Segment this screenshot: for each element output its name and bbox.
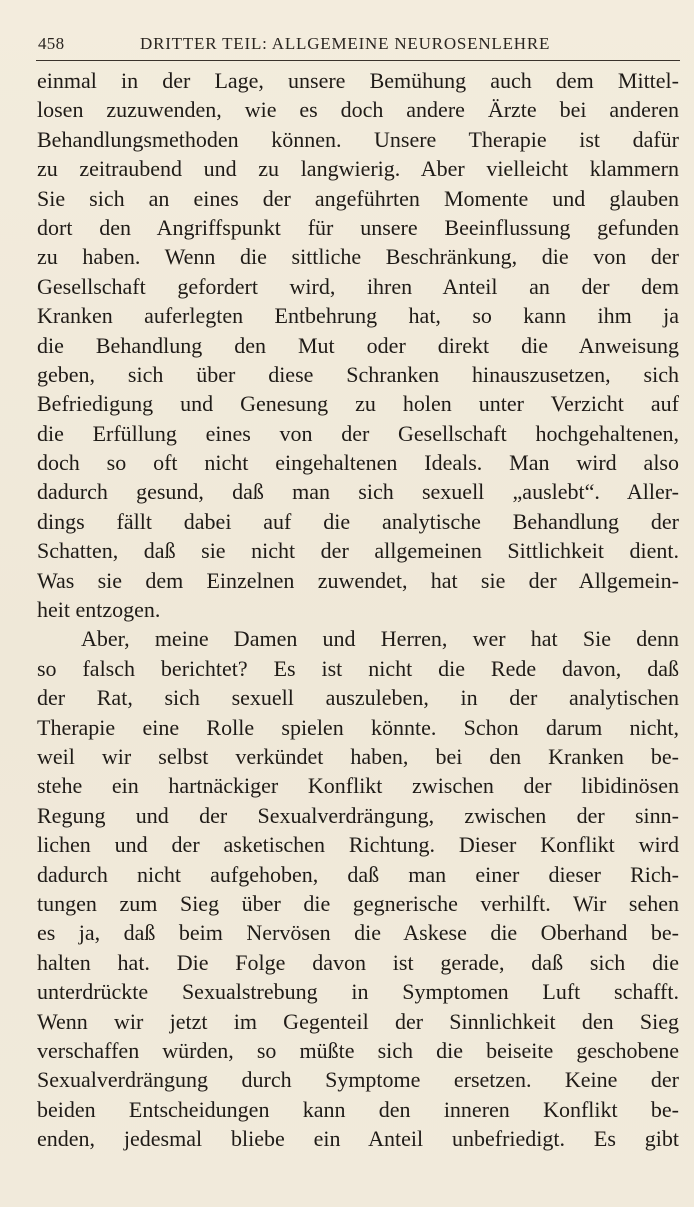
text-line: dings fällt dabei auf die analytische Behandlung der [37, 508, 679, 534]
text-line: die Erfüllung eines von der Gesellschaft hochgehaltenen, [37, 420, 679, 446]
text-line: enden, jedesmal bliebe ein Anteil unbefriedigt. Es gibt [37, 1126, 679, 1152]
text-line: lichen und der asketischen Richtung. Dieser Konflikt wird [37, 832, 679, 858]
text-line: losen zuzuwenden, wie es doch andere Ärzte bei anderen [37, 97, 679, 123]
text-line: so falsch berichtet? Es ist nicht die Rede davon, daß [37, 655, 679, 681]
text-line: unterdrückte Sexualstrebung in Symptomen Luft schafft. [37, 979, 679, 1005]
text-line: beiden Entscheidungen kann den inneren Konflikt be- [37, 1096, 679, 1122]
text-line: dort den Angriffspunkt für unsere Beeinflussung gefunden [37, 214, 679, 240]
text-line: Therapie eine Rolle spielen könnte. Schon darum nicht, [37, 714, 679, 740]
text-line: Aber, meine Damen und Herren, wer hat Sie denn [81, 626, 679, 652]
text-line: verschaffen würden, so müßte sich die beiseite geschobene [37, 1037, 679, 1063]
text-line: Kranken auferlegten Entbehrung hat, so kann ihm ja [37, 303, 679, 329]
text-line: Schatten, daß sie nicht der allgemeinen Sittlichkeit dient. [37, 538, 679, 564]
text-line: dadurch nicht aufgehoben, daß man einer dieser Rich- [37, 861, 679, 887]
text-line: geben, sich über diese Schranken hinauszusetzen, sich [37, 361, 679, 387]
header-rule [36, 60, 680, 61]
text-line: zu haben. Wenn die sittliche Beschränkung, die von der [37, 244, 679, 270]
text-line: Behandlungsmethoden können. Unsere Therapie ist dafür [37, 126, 679, 152]
text-line: es ja, daß beim Nervösen die Askese die Oberhand be- [37, 920, 679, 946]
text-line: tungen zum Sieg über die gegnerische verhilft. Wir sehen [37, 890, 679, 916]
text-line: der Rat, sich sexuell auszuleben, in der analytischen [37, 685, 679, 711]
text-line: heit entzogen. [37, 597, 161, 623]
text-line: weil wir selbst verkündet haben, bei den Kranken be- [37, 743, 679, 769]
text-line: doch so oft nicht eingehaltenen Ideals. Man wird also [37, 450, 679, 476]
text-line: Sexualverdrängung durch Symptome ersetzen. Keine der [37, 1067, 679, 1093]
text-line: Befriedigung und Genesung zu holen unter Verzicht auf [37, 391, 679, 417]
text-line: Gesellschaft gefordert wird, ihren Anteil an der dem [37, 273, 679, 299]
text-line: einmal in der Lage, unsere Bemühung auch dem Mittel- [37, 68, 679, 93]
text-line: halten hat. Die Folge davon ist gerade, daß sich die [37, 949, 679, 975]
text-line: zu zeitraubend und zu langwierig. Aber vielleicht klammern [37, 156, 679, 182]
text-line: Regung und der Sexualverdrängung, zwischen der sinn- [37, 802, 679, 828]
text-line: Was sie dem Einzelnen zuwendet, hat sie der Allgemein- [37, 567, 679, 593]
page-number: 458 [38, 34, 65, 53]
body-text [37, 66, 679, 1153]
text-line: stehe ein hartnäckiger Konflikt zwischen der libidinösen [37, 773, 679, 799]
text-line: dadurch gesund, daß man sich sexuell „auslebt“. Aller- [37, 479, 679, 505]
text-line: Wenn wir jetzt im Gegenteil der Sinnlichkeit den Sieg [37, 1008, 679, 1034]
text-line: Sie sich an eines der angeführten Momente und glauben [37, 185, 679, 211]
running-head: DRITTER TEIL: ALLGEMEINE NEUROSENLEHRE [140, 34, 551, 53]
page-header [36, 34, 680, 56]
text-line: die Behandlung den Mut oder direkt die Anweisung [37, 332, 679, 358]
